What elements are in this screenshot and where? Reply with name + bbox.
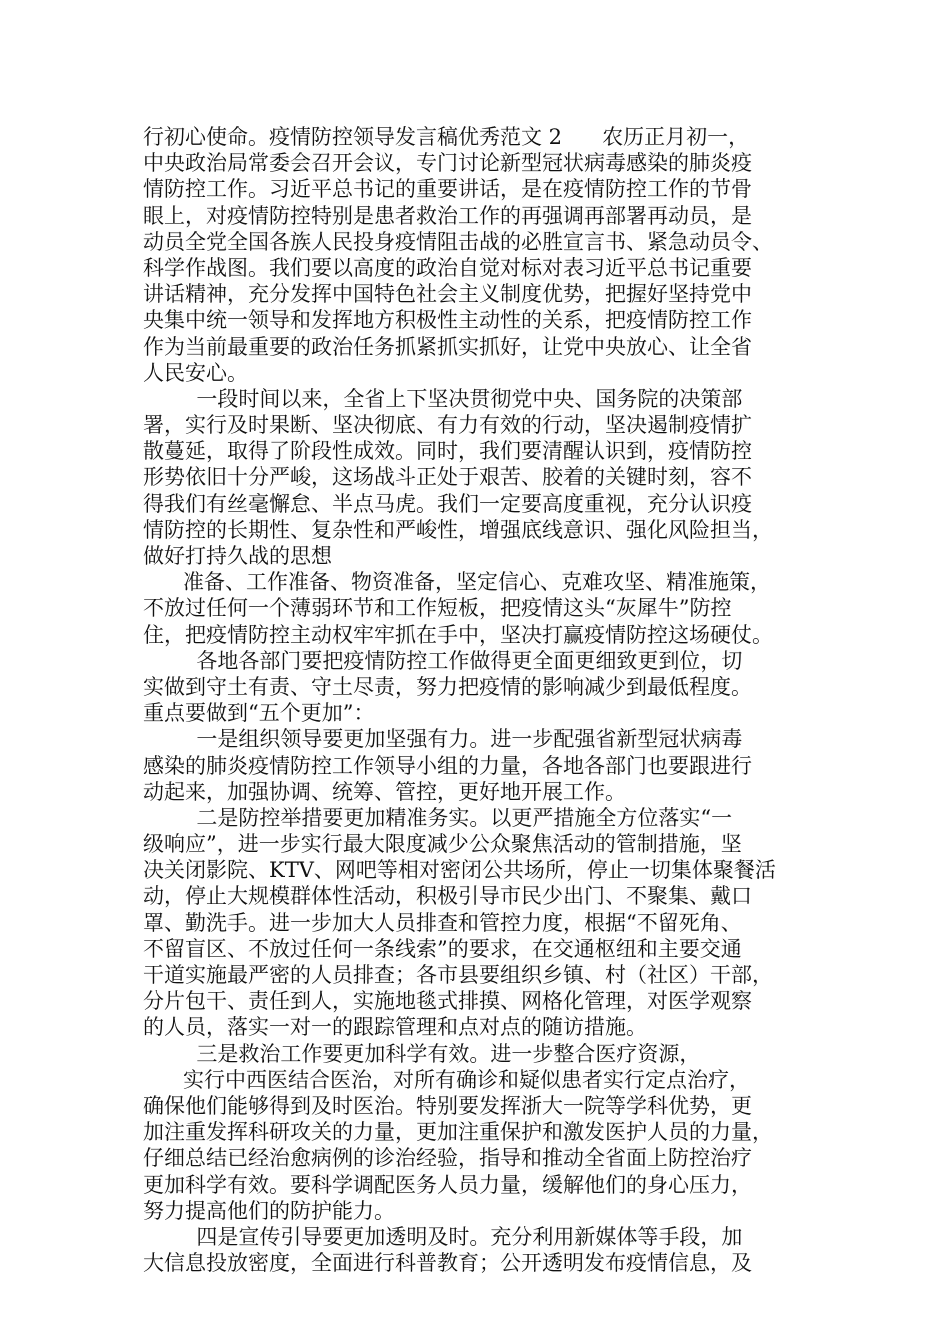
text-line: 决关闭影院、KTV、网吧等相对密闭公共场所，停止一切集体聚餐活: [143, 858, 776, 883]
text-line: 确保他们能够得到及时医治。特别要发挥浙大一院等学科优势，更: [143, 1093, 752, 1118]
text-line: 加注重发挥科研攻关的力量，更加注重保护和激发医护人员的力量，: [143, 1120, 773, 1145]
text-line: 二是防控举措要更加精准务实。以更严措施全方位落实“一: [143, 805, 733, 830]
text-line: 署，实行及时果断、坚决彻底、有力有效的行动，坚决遏制疫情扩: [143, 413, 752, 438]
text-line: 做好打持久战的思想: [143, 544, 332, 568]
text-line: 住，把疫情防控主动权牢牢抓在手中，坚决打赢疫情防控这场硬仗。: [143, 622, 773, 647]
text-line: 重点要做到“五个更加”：: [143, 701, 375, 726]
text-line: 一段时间以来，全省上下坚决贯彻党中央、国务院的决策部: [143, 386, 743, 411]
text-line: 散蔓延，取得了阶段性成效。同时，我们要清醒认识到，疫情防控: [143, 439, 752, 464]
text-line: 实做到守土有责、守土尽责，努力把疫情的影响减少到最低程度。: [143, 674, 752, 699]
text-line: 更加科学有效。要科学调配医务人员力量，缓解他们的身心压力，: [143, 1172, 752, 1197]
text-line: 不放过任何一个薄弱环节和工作短板，把疫情这头“灰犀牛”防控: [143, 596, 732, 621]
text-line: 三是救治工作要更加科学有效。进一步整合医疗资源，: [143, 1041, 701, 1066]
text-line: 中央政治局常委会召开会议，专门讨论新型冠状病毒感染的肺炎疫: [143, 151, 752, 176]
text-line: 讲话精神，充分发挥中国特色社会主义制度优势，把握好坚持党中: [143, 282, 752, 307]
text-line: 干道实施最严密的人员排查；各市县要组织乡镇、村（社区）干部，: [143, 963, 773, 987]
text-line: 罩、勤洗手。进一步加大人员排查和管控力度，根据“不留死角、: [143, 910, 742, 935]
text-line: 情防控的长期性、复杂性和严峻性，增强底线意识、强化风险担当，: [143, 517, 773, 542]
document-body: [143, 124, 806, 1276]
text-line: 形势依旧十分严峻，这场战斗正处于艰苦、胶着的关键时刻，容不: [143, 465, 752, 490]
text-line: 大信息投放密度，全面进行科普教育；公开透明发布疫情信息，及: [143, 1251, 752, 1276]
text-line: 动，停止大规模群体性活动，积极引导市民少出门、不聚集、戴口: [143, 884, 752, 909]
text-line: 央集中统一领导和发挥地方积极性主动性的关系，把疫情防控工作: [143, 308, 752, 333]
text-line: 动起来，加强协调、统筹、管控，更好地开展工作。: [143, 779, 626, 804]
text-line: 不留盲区、不放过任何一条线索”的要求，在交通枢纽和主要交通: [143, 936, 742, 961]
text-line: 感染的肺炎疫情防控工作领导小组的力量，各地各部门也要跟进行: [143, 753, 752, 778]
text-line: 的人员，落实一对一的跟踪管理和点对点的随访措施。: [143, 1015, 647, 1040]
text-line: 准备、工作准备、物资准备，坚定信心、克难攻坚、精准施策，: [143, 570, 772, 595]
text-line: 分片包干、责任到人，实施地毯式排摸、网格化管理，对医学观察: [143, 989, 752, 1014]
text-line: 行初心使命。疫情防控领导发言稿优秀范文 2 农历正月初一，: [143, 125, 750, 149]
text-line: 眼上，对疫情防控特别是患者救治工作的再强调再部署再动员，是: [143, 203, 752, 228]
text-line: 努力提高他们的防护能力。: [143, 1198, 395, 1223]
text-line: 四是宣传引导要更加透明及时。充分利用新媒体等手段，加: [143, 1224, 743, 1249]
text-line: 情防控工作。习近平总书记的重要讲话，是在疫情防控工作的节骨: [143, 177, 752, 202]
text-line: 仔细总结已经治愈病例的诊治经验，指导和推动全省面上防控治疗: [143, 1146, 752, 1171]
text-line: 作为当前最重要的政治任务抓紧抓实抓好，让党中央放心、让全省: [143, 334, 752, 359]
text-line: 科学作战图。我们要以高度的政治自觉对标对表习近平总书记重要: [143, 255, 752, 280]
text-line: 人民安心。: [143, 360, 248, 385]
text-line: 实行中西医结合医治，对所有确诊和疑似患者实行定点治疗，: [143, 1067, 751, 1092]
text-line: 一是组织领导要更加坚强有力。进一步配强省新型冠状病毒: [143, 727, 743, 752]
text-line: 级响应”，进一步实行最大限度减少公众聚焦活动的管制措施，坚: [143, 832, 742, 857]
text-line: 得我们有丝毫懈怠、半点马虎。我们一定要高度重视，充分认识疫: [143, 491, 752, 516]
text-line: 各地各部门要把疫情防控工作做得更全面更细致更到位，切: [143, 648, 743, 673]
text-line: 动员全党全国各族人民投身疫情阻击战的必胜宣言书、紧急动员令、: [143, 229, 773, 254]
